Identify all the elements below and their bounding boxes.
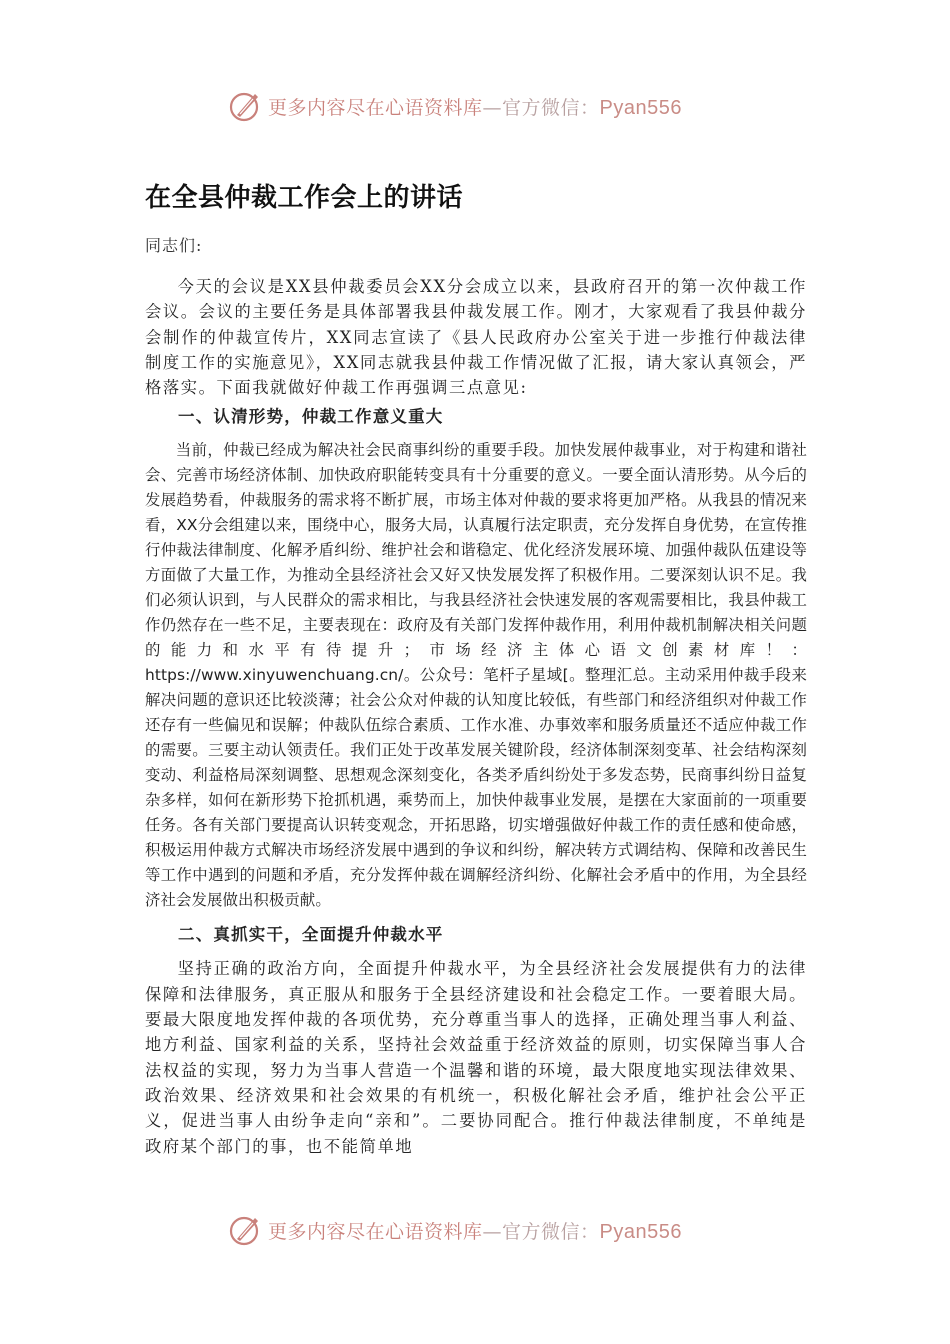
header-watermark-banner (228, 86, 748, 126)
banner-slogan: 更多内容尽在心语资料库 (268, 1220, 483, 1243)
quill-logo-icon (228, 1212, 264, 1248)
intro-paragraph: 今天的会议是XX县仲裁委员会XX分会成立以来，县政府召开的第一次仲裁工作会议。会议的主要任务是具体部署我县仲裁发展工作。刚才，大家观看了我县仲裁分会制作的仲裁宣传片，XX同志宣读了《县人民政府办公室关于进一步推行仲裁法律制度工作的实施意见》，XX同志就我县仲裁工作情况做了汇报，请大家认真领会，严格落实。下面我就做好仲裁工作再强调三点意见: (145, 277, 807, 398)
section-1-paragraph: 当前，仲裁已经成为解决社会民商事纠纷的重要手段。加快发展仲裁事业，对于构建和谐社会、完善市场经济体制、加快政府职能转变具有十分重要的意义。一要全面认清形势。从今后的发展趋势看，仲裁服务的需求将不断扩展，市场主体对仲裁的要求将更加严格。从我县的情况来看，XX分会组建以来，围绕中心，服务大局，认真履行法定职责，充分发挥自身优势，在宣传推行仲裁法律制度、化解矛盾纠纷、维护社会和谐稳定、优化经济发展环境、加强仲裁队伍建设等方面做了大量工作，为推动全县经济社会又好又快发展发挥了积极作用。二要深刻认识不足。我们必须认识到，与人民群众的需求相比，与我县经济社会快速发展的客观需要相比，我县仲裁工作仍然存在一些不足，主要表现在：政府及有关部门发挥仲裁作用，利用仲裁机制解决相关问题的能力和水平有待提升；市场经济主体心语文创素材库！：https://www.xinyuwenchuang.cn/。公众号：笔杆子星域[。整理汇总。主动采用仲裁手段来解决问题的意识还比较淡薄；社会公众对仲裁的认知度比较低，有些部门和经济组织对仲裁工作还存有一些偏见和误解；仲裁队伍综合素质、工作水准、办事效率和服务质量还不适应仲裁工作的需要。三要主动认领责任。我们正处于改革发展关键阶段，经济体制深刻变革、社会结构深刻变动、利益格局深刻调整、思想观念深刻变化，各类矛盾纠纷处于多发态势，民商事纠纷日益复杂多样，如何在新形势下抢抓机遇，乘势而上，加快仲裁事业发展，是摆在大家面前的一项重要任务。各有关部门要提高认识转变观念，开拓思路，切实增强做好仲裁工作的责任感和使命感，积极运用仲裁方式解决市场经济发展中遇到的争议和纠纷，解决转方式调结构、保障和改善民生等工作中遇到的问题和矛盾，充分发挥仲裁在调解经济纠纷、化解社会矛盾中的作用，为全县经济社会发展做出积极贡献。 (145, 441, 807, 910)
quill-logo-icon (228, 88, 264, 124)
banner-wechat-id: Pyan556 (599, 1220, 682, 1243)
banner-slogan: 更多内容尽在心语资料库 (268, 96, 483, 119)
banner-wechat-id: Pyan556 (599, 96, 682, 119)
banner-text (268, 93, 682, 120)
banner-text (268, 1217, 682, 1244)
section-heading-2: 二、真抓实干，全面提升仲裁水平 (178, 925, 444, 945)
footer-watermark-banner (228, 1210, 748, 1250)
greeting: 同志们: (145, 236, 203, 255)
section-2-paragraph: 坚持正确的政治方向，全面提升仲裁水平，为全县经济社会发展提供有力的法律保障和法律服务，真正服从和服务于全县经济建设和社会稳定工作。一要着眼大局。要最大限度地发挥仲裁的各项优势，充分尊重当事人的选择，正确处理当事人利益、地方利益、国家利益的关系，坚持社会效益重于经济效益的原则，切实保障当事人合法权益的实现，努力为当事人营造一个温馨和谐的环境，最大限度地实现法律效果、政治效果、经济效果和社会效果的有机统一，积极化解社会矛盾，维护社会公平正义，促进当事人由纷争走向“亲和”。二要协同配合。推行仲裁法律制度，不单纯是政府某个部门的事，也不能简单地 (145, 959, 807, 1156)
banner-wechat-label: —官方微信： (482, 96, 600, 119)
section-heading-1: 一、认清形势，仲裁工作意义重大 (178, 407, 444, 427)
document-body (145, 233, 807, 1159)
page-title: 在全县仲裁工作会上的讲话 (145, 183, 464, 213)
banner-wechat-label: —官方微信： (482, 1220, 600, 1243)
